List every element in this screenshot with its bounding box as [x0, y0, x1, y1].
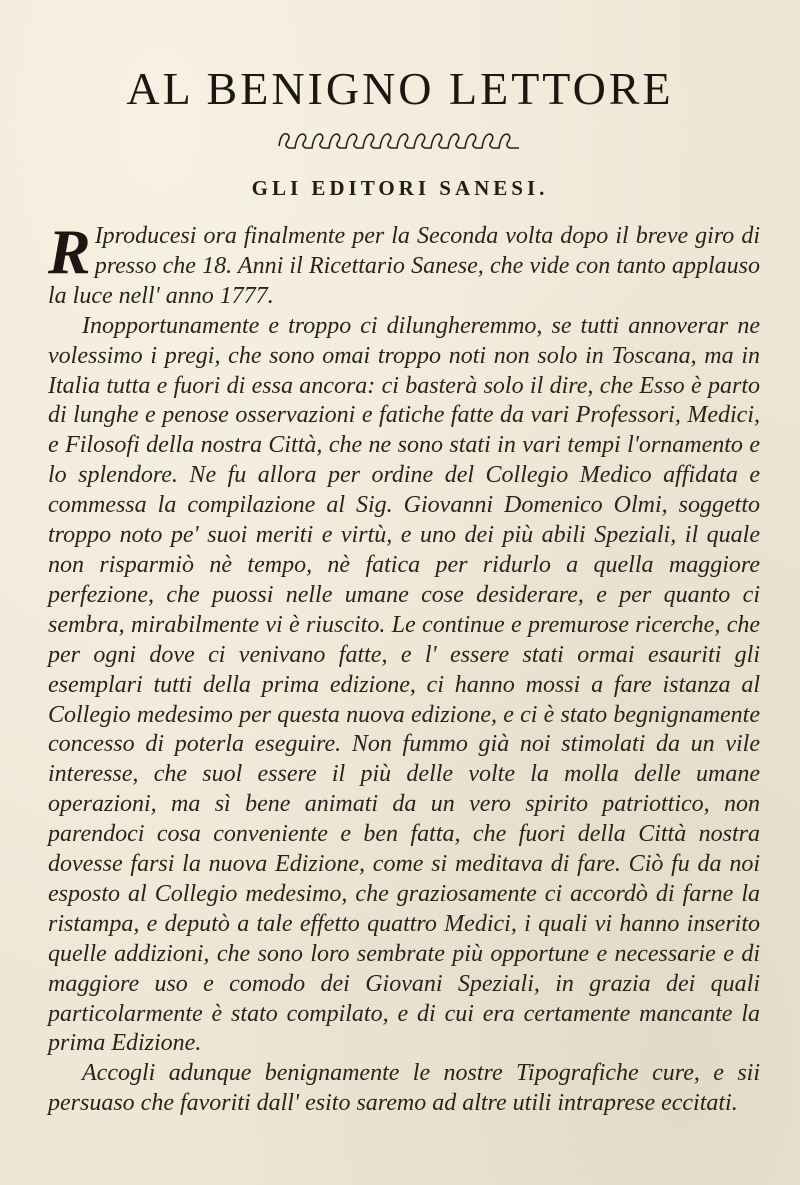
paragraph-1-text: Iproducesi ora finalmente per la Seconda volta dopo il breve giro di presso che 18. Anni il Ricettario Sanese, che vide con tanto applauso la luce nell' anno 1777. [48, 223, 760, 309]
paragraph-third [48, 1059, 760, 1119]
ornament-icon [275, 124, 525, 154]
paragraph-3-text: Accogli adunque benignamente le nostre Tipografiche cure, e sii persuaso che favoriti dall' esito saremo ad altre utili intraprese eccitati. [48, 1060, 760, 1117]
drop-cap: R [48, 216, 91, 287]
paragraph-second [48, 312, 760, 1060]
preface-text [48, 216, 760, 1119]
paragraph-2-text: Inopportunamente e troppo ci dilungheremmo, se tutti annoverar ne volessimo i pregi, che sono omai troppo noti non solo in Toscana, ma in Italia tutta e fuori di essa ancora: ci basterà solo il dire, che Esso è parto di lunghe e penose osservazioni e fatiche fatte da vari Professori, Medici, e Filosofi della nostra Città, che ne sono stati in vari tempi l'ornamento e lo splendore. Ne fu allora per ordine del Collegio Medico affidata e commessa la compilazione al Sig. Giovanni Domenico Olmi, soggetto troppo noto pe' suoi meriti e virtù, e uno dei più abili Speziali, il quale non risparmiò nè tempo, nè fatica per ridurlo a quella maggiore perfezione, che puossi nelle umane cose desiderare, e per quanto ci sembra, mirabilmente vi è riuscito. Le continue e premurose ricerche, che per ogni dove ci venivano fatte, e l' essere stati ormai esauriti gli esemplari tutti della prima edizione, ci hanno mossi a fare istanza al Collegio medesimo per questa nuova edizione, e ci è stato begnignamente concesso di poterla eseguire. Non fummo già noi stimolati da un vile interesse, che suol essere il più delle volte la molla delle umane operazioni, ma sì bene animati da un vero spirito patriottico, non parendoci cosa conveniente e ben fatta, che fuori della Città nostra dovesse farsi la nuova Edizione, come si meditava di fare. Ciò fu da noi esposto al Collegio medesimo, che graziosamente ci accordò di farne la ristampa, e deputò a tale effetto quattro Medici, i quali vi hanno inserito quelle addizioni, che sono loro sembrate più opportune e necessarie e di maggiore uso e comodo dei Giovani Speziali, in grazia dei quali particolarmente è stato compilato, e di cui era certamente mancante la prima Edizione. [48, 312, 760, 1057]
paragraph-first [48, 216, 760, 312]
scroll-ornament-band [0, 124, 800, 154]
publisher-heading: GLI EDITORI SANESI. [251, 176, 549, 200]
page-title: AL BENIGNO LETTORE [126, 63, 674, 114]
